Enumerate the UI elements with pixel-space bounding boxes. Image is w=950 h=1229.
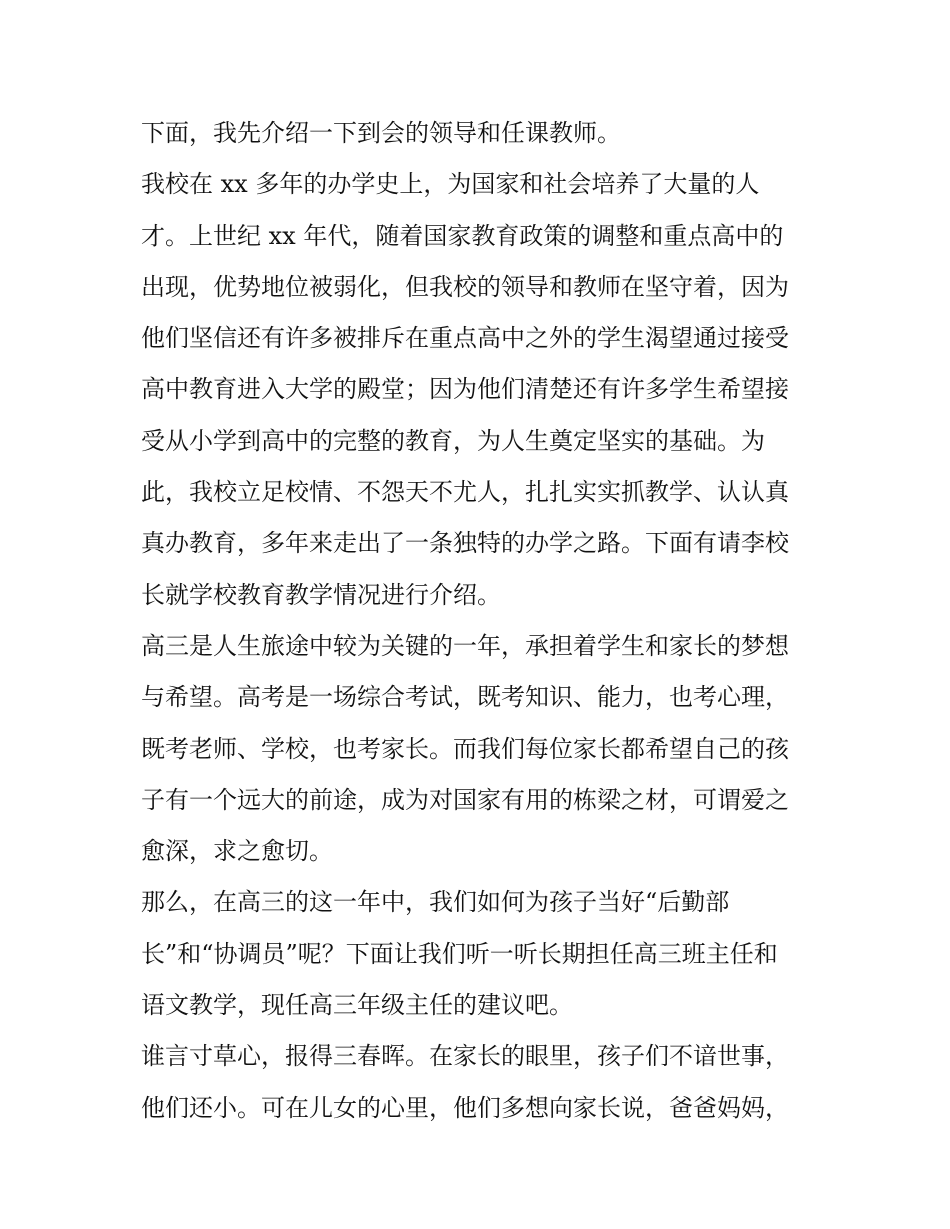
text-line: 下面，我先介绍一下到会的领导和任课教师。	[141, 119, 621, 147]
text-line: 才。上世纪 xx 年代，随着国家教育政策的调整和重点高中的	[141, 221, 784, 250]
text-line: 谁言寸草心，报得三春晖。在家长的眼里，孩子们不谙世事，	[141, 1042, 789, 1071]
text-line: 长就学校教育教学情况进行介绍。	[141, 580, 501, 609]
text-line: 受从小学到高中的完整的教育，为人生奠定坚实的基础。为	[141, 426, 765, 455]
text-line: 出现，优势地位被弱化，但我校的领导和教师在坚守着，因为	[141, 272, 789, 301]
text-line: 真办教育，多年来走出了一条独特的办学之路。下面有请李校	[141, 529, 789, 558]
text-line: 长”和“协调员”呢？下面让我们听一听长期担任高三班主任和	[141, 939, 778, 968]
text-line: 此，我校立足校情、不怨天不尤人，扎扎实实抓教学、认认真	[141, 478, 789, 507]
text-line: 既考老师、学校，也考家长。而我们每位家长都希望自己的孩	[141, 734, 789, 763]
text-line: 高中教育进入大学的殿堂；因为他们清楚还有许多学生希望接	[141, 375, 789, 404]
text-line: 那么，在高三的这一年中，我们如何为孩子当好“后勤部	[141, 888, 730, 917]
text-line: 高三是人生旅途中较为关键的一年，承担着学生和家长的梦想	[141, 631, 789, 660]
text-line: 他们还小。可在儿女的心里，他们多想向家长说，爸爸妈妈，	[141, 1093, 789, 1122]
text-line: 愈深，求之愈切。	[141, 837, 333, 866]
text-line: 语文教学，现任高三年级主任的建议吧。	[141, 991, 573, 1020]
text-line: 他们坚信还有许多被排斥在重点高中之外的学生渴望通过接受	[141, 324, 789, 353]
text-line: 我校在 xx 多年的办学史上，为国家和社会培养了大量的人	[141, 170, 760, 199]
text-line: 与希望。高考是一场综合考试，既考知识、能力，也考心理，	[141, 683, 789, 712]
document-body	[141, 108, 813, 1134]
text-line: 子有一个远大的前途，成为对国家有用的栋梁之材，可谓爱之	[141, 785, 789, 814]
